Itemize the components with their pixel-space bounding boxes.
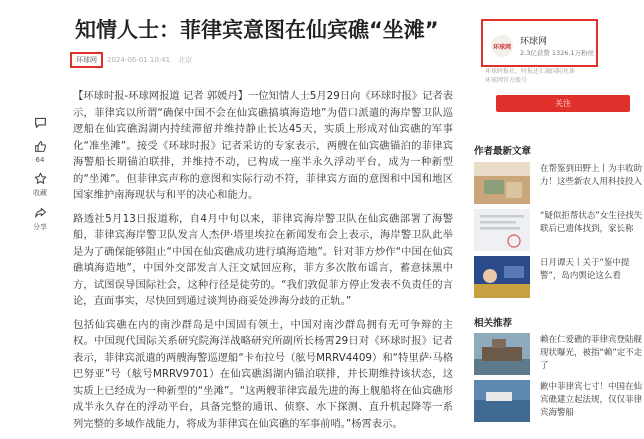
article-title: 知情人士：菲律宾意图在仙宾礁“坐滩”	[75, 18, 439, 42]
author-desc-line: 环球网官方账号	[485, 77, 528, 84]
action-bar	[27, 116, 53, 240]
like-count: 64	[35, 156, 45, 164]
related-article-item[interactable]	[474, 380, 644, 422]
related-articles-title: 相关推荐	[474, 318, 513, 329]
latest-article-item[interactable]	[474, 256, 644, 298]
article-thumbnail	[474, 162, 530, 204]
comment-icon	[34, 116, 47, 129]
author-name[interactable]: 环球网	[520, 37, 548, 47]
follow-button[interactable]: 关注	[496, 95, 630, 112]
article-body	[73, 88, 453, 439]
like-button[interactable]	[34, 140, 47, 164]
article-paragraph: 包括仙宾礁在内的南沙群岛是中国固有领土，中国对南沙群岛拥有无可争辩的主权。中国现代国际关系研究院海洋战略研究所副所长杨霄29日对《环球时报》记者表示，菲律宾派遣的两艘海警巡逻船“卡布拉号（舷号MRRV4409）和“特里萨·马格巴努亚”号（舷号MRRV9701）在仙宾礁潟湖内锚泊联排，并长期维持该状态，这实质上已经成为一种新型的“坐滩”。“这两艘菲律宾最先进的海上舰船将在仙宾礁形成半永久存在的浮动平台，具备完整的通讯、侦察、水下探测、直升机起降等一系列完整的多域作战能力，将成为菲律宾在仙宾礁的军事前哨。”杨霄表示。	[73, 318, 453, 430]
article-meta	[70, 51, 192, 69]
favorite-button[interactable]	[33, 172, 47, 198]
author-description	[485, 67, 575, 85]
latest-article-item[interactable]	[474, 162, 644, 204]
article-location: 北京	[178, 56, 193, 64]
comment-button[interactable]	[34, 116, 47, 132]
star-icon	[34, 172, 47, 185]
latest-articles-title: 作者最新文章	[474, 146, 532, 157]
author-stats: 2.3亿获赞 1326.1万粉丝	[520, 49, 595, 57]
author-logo: 环球网	[491, 35, 513, 57]
article-link[interactable]: 歉中菲律宾七寸！中国在仙宾礁建立起法规，仅仅菲律宾海警船	[540, 382, 643, 418]
article-paragraph: 【环球时报-环球网报道 记者 郭媛丹】一位知情人士5月29日向《环球时报》记者表示，菲律宾以所谓“确保中国不会在仙宾礁搞填海造地”为借口派遣的海岸警卫队巡逻船在仙宾礁潟湖内持续滞留并维持静止长达45天，实质上形成对仙宾礁的军事化“准坐滩”。接受《环球时报》记者采访的专家表示，两艘在仙宾礁锚泊的菲律宾海警船长期锚泊联排，并维持不动，已构成一座半永久浮动平台，成为一种新型的“坐滩”。但菲律宾声称的意图和实际行动不符，菲律宾方面的意图和中国和地区国家维护南海现状与和平的决心和能力。	[73, 90, 454, 201]
article-link[interactable]: 赖在仁爱礁的菲律宾登陆舰现状曝光，被指“赖”定不走了	[540, 335, 643, 371]
author-desc-line: 环球时报社，时报还汇融国际化体	[485, 68, 576, 75]
related-article-item[interactable]	[474, 333, 644, 375]
latest-article-item[interactable]	[474, 209, 644, 251]
article-link[interactable]: “疑似拒帮状态”女生径找失联后已遗体找到，家长称	[540, 211, 643, 234]
favorite-label: 收藏	[33, 189, 47, 197]
article-thumbnail	[474, 209, 530, 251]
author-card[interactable]	[481, 19, 598, 67]
article-paragraph: 路透社5月13日报道称，自4月中旬以来，菲律宾海岸警卫队在仙宾礁部署了海警船，菲律宾海岸警卫队发言人杰伊·塔里埃拉在新闻发布会上表示，海岸警卫队此举是为了确保能够阻止“中国在仙宾礁成功进行填海造地”。针对菲方炒作“中国在仙宾礁填海造地”，中国外交部发言人汪文斌回应称，菲方多次散布谣言，蓄意抹黑中方，试图误导国际社会，这种行径是徒劳的。“我们敦促菲方停止发表不负责任的言论，直面事实，尽快回到通过谈判协商妥处涉海分歧的正轨。”	[73, 212, 453, 307]
thumbs-up-icon	[34, 140, 47, 153]
article-thumbnail	[474, 333, 530, 375]
share-button[interactable]	[33, 206, 47, 232]
share-label: 分享	[33, 223, 47, 231]
article-link[interactable]: 日月谭天丨关于“鉴中提警”，岛内舆论这么看	[540, 258, 630, 281]
article-source-link[interactable]: 环球网	[70, 52, 103, 68]
article-date: 2024-06-01 10:41	[107, 56, 171, 64]
article-thumbnail	[474, 380, 530, 422]
share-icon	[34, 206, 47, 219]
article-thumbnail	[474, 256, 530, 298]
article-link[interactable]: 在帮鉴到田野上丨为丰收助力！这些新农人用科技投入	[540, 164, 643, 187]
